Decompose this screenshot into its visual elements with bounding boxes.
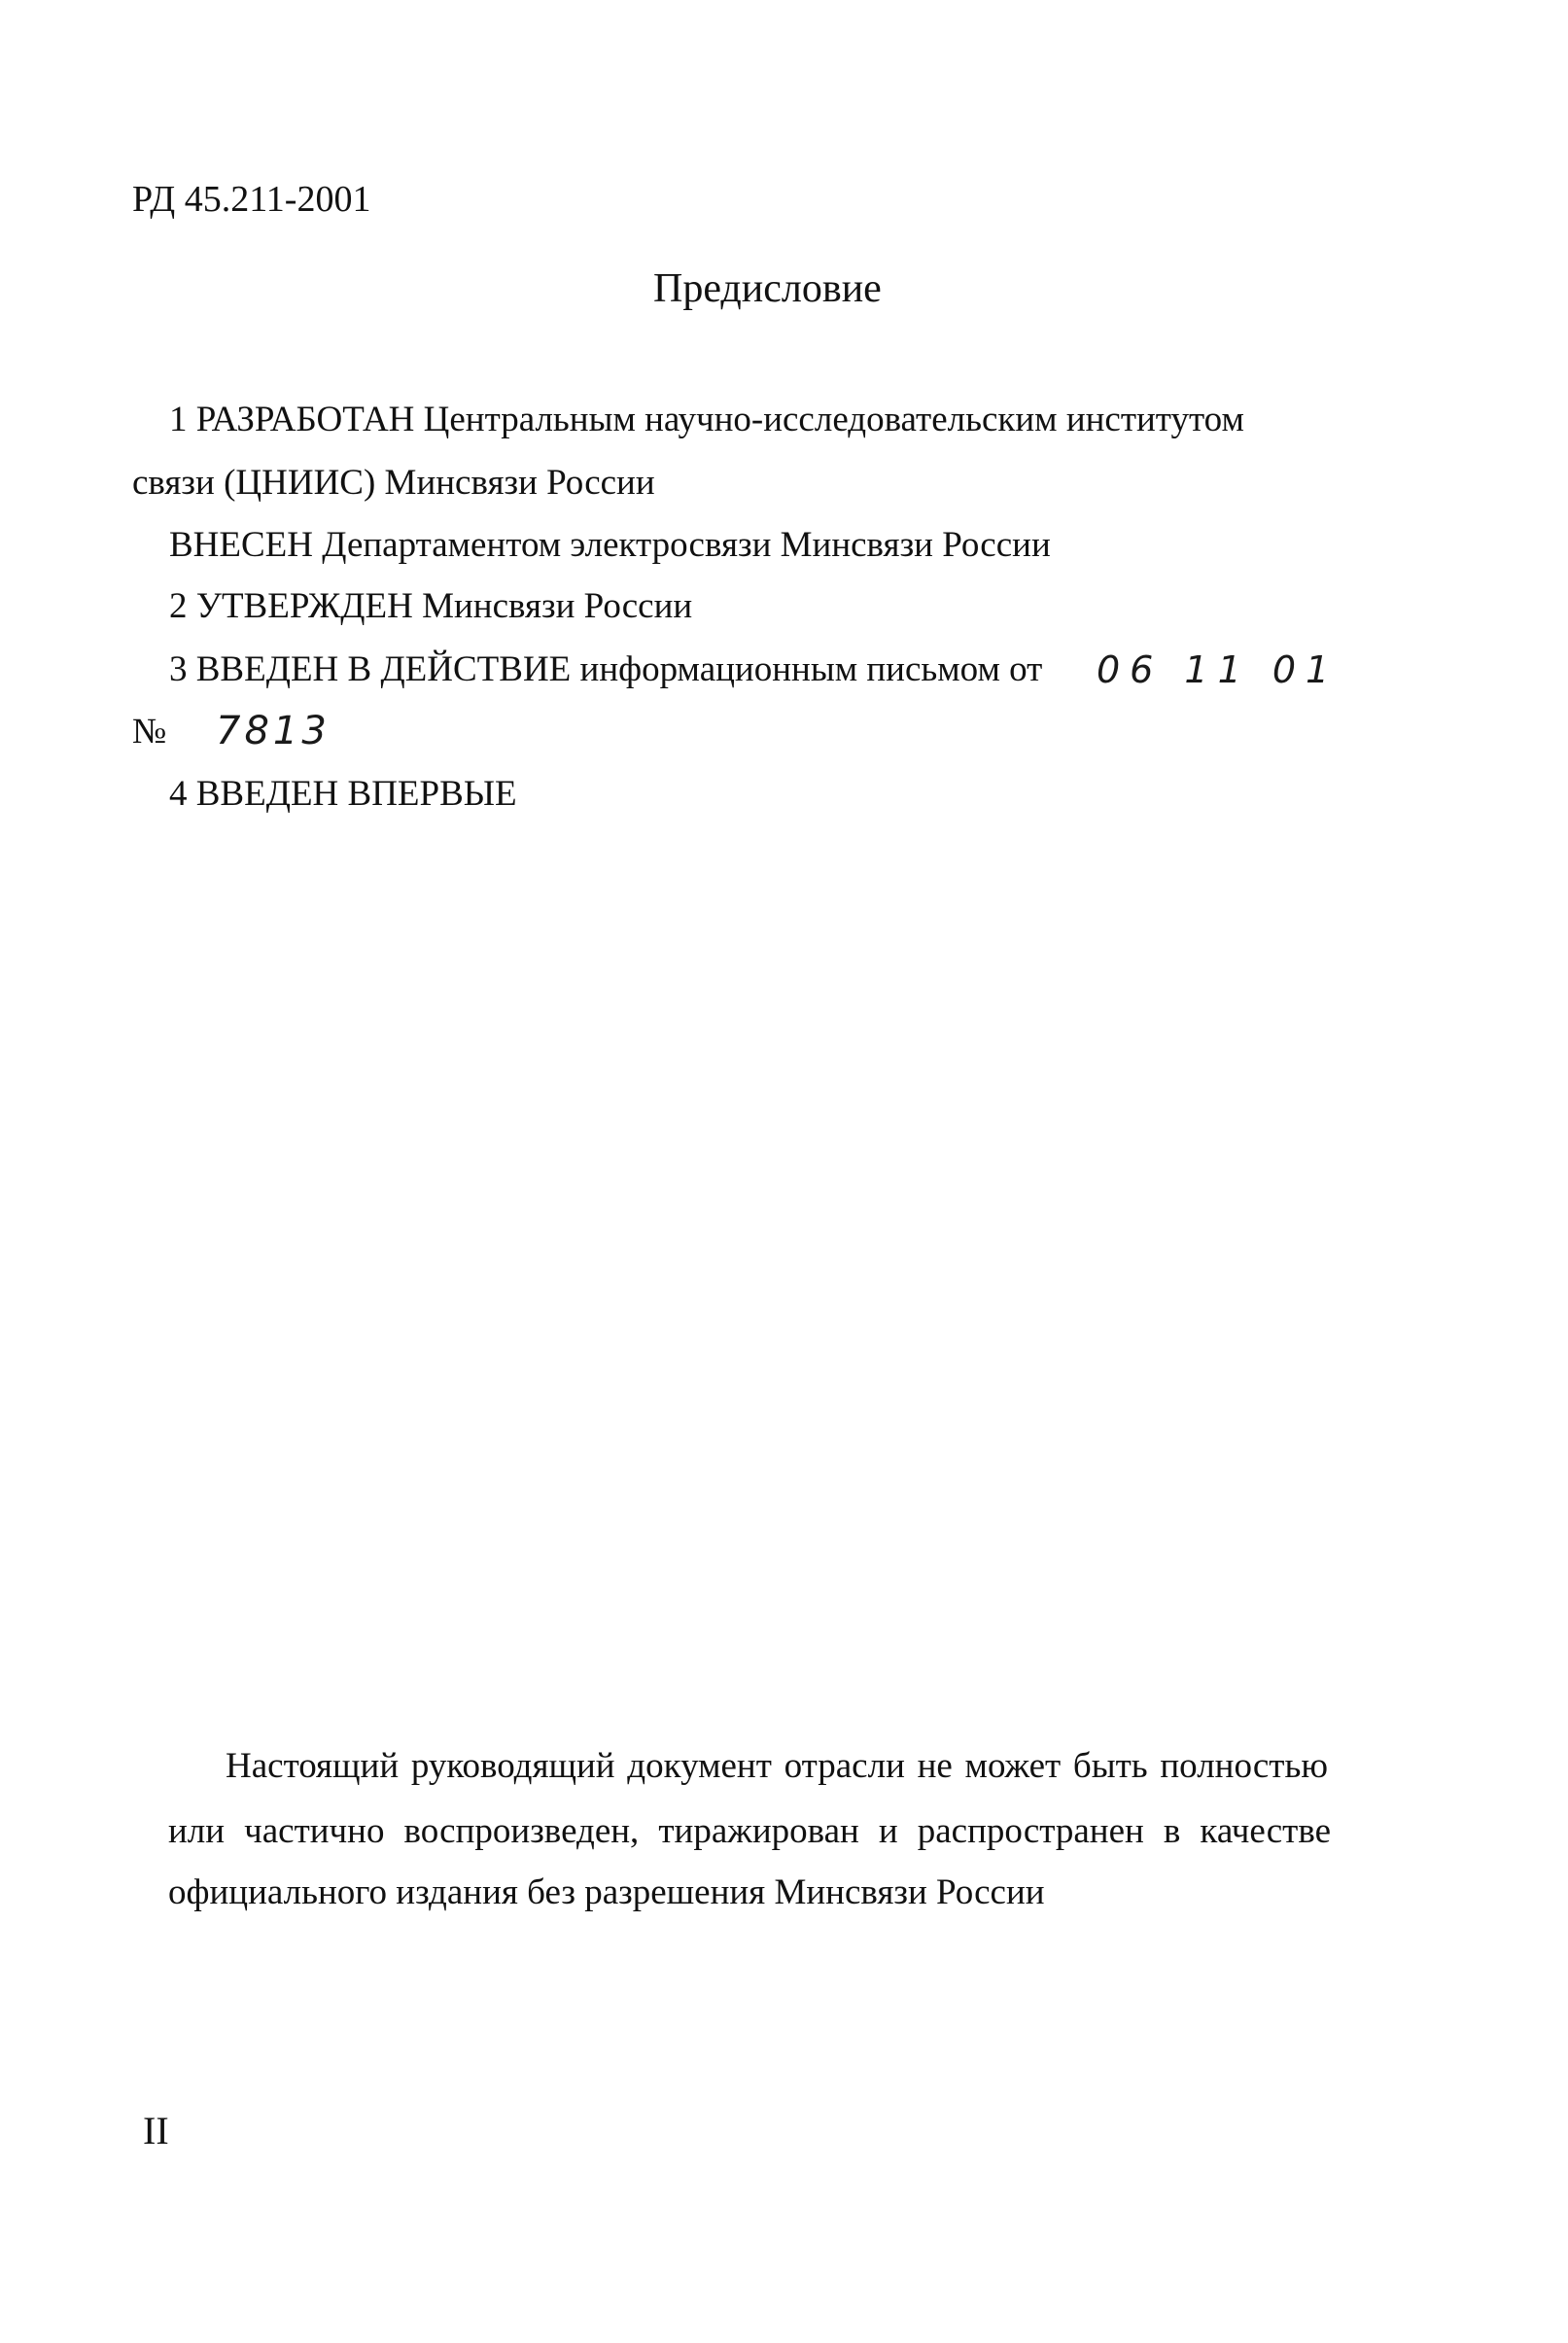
item-1-developed: 1 РАЗРАБОТАН Центральным научно-исследовательским институтом <box>169 400 1244 439</box>
document-code: РД 45.211-2001 <box>132 179 371 220</box>
page-number: II <box>143 2109 169 2152</box>
item-1-developed-cont: связи (ЦНИИС) Минсвязи России <box>132 463 655 503</box>
notice-line-2: или частично воспроизведен, тиражирован и распространен в качестве <box>168 1811 1331 1851</box>
number-sign: № <box>132 712 167 752</box>
item-4-first-introduced: 4 ВВЕДЕН ВПЕРВЫЕ <box>169 774 517 814</box>
item-submitted: ВНЕСЕН Департаментом электросвязи Минсвязи России <box>169 525 1051 565</box>
notice-line-3: официального издания без разрешения Минсвязи России <box>168 1872 1045 1912</box>
item-3-enacted: 3 ВВЕДЕН В ДЕЙСТВИЕ информационным письмом от <box>169 649 1043 689</box>
handwritten-number: 7813 <box>216 709 331 753</box>
notice-line-1: Настоящий руководящий документ отрасли не может быть полностью <box>226 1746 1328 1786</box>
page-title: Предисловие <box>653 266 882 311</box>
item-2-approved: 2 УТВЕРЖДЕН Минсвязи России <box>169 586 693 626</box>
handwritten-date: 06 11 01 <box>1097 648 1340 691</box>
